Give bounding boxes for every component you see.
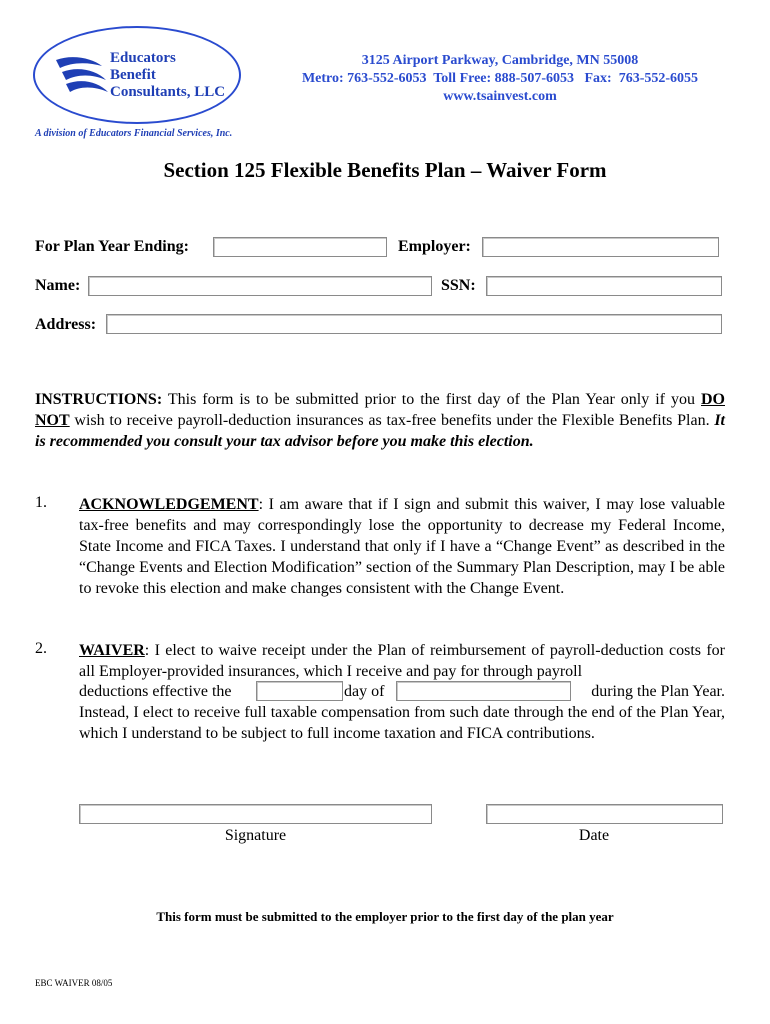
employer-label: Employer: xyxy=(398,238,471,255)
form-id: EBC WAIVER 08/05 xyxy=(35,978,113,988)
contact-phones: Metro: 763-552-6053 Toll Free: 888-507-6053 Fax: 763-552-6055 xyxy=(301,71,699,86)
ssn-input[interactable] xyxy=(486,276,722,296)
name-label: Name: xyxy=(35,277,81,294)
plan-year-input[interactable] xyxy=(213,237,387,257)
logo-swoosh-icon xyxy=(52,52,110,104)
acknowledgement-paragraph xyxy=(79,494,725,599)
plan-year-label: For Plan Year Ending: xyxy=(35,238,189,255)
waiver-paragraph-1 xyxy=(79,640,725,682)
form-title: Section 125 Flexible Benefits Plan – Waiver Form xyxy=(163,158,607,182)
instructions-text-2: wish to receive payroll-deduction insurances as tax-free benefits under the Flexible Benefits Plan. xyxy=(69,412,715,429)
address-input[interactable] xyxy=(106,314,722,334)
contact-address: 3125 Airport Parkway, Cambridge, MN 55008 xyxy=(361,53,639,68)
item-2-number: 2. xyxy=(35,640,47,657)
employer-input[interactable] xyxy=(482,237,719,257)
date-label: Date xyxy=(578,827,610,844)
date-input[interactable] xyxy=(486,804,723,824)
ssn-label: SSN: xyxy=(441,277,476,294)
day-of-text: day of xyxy=(344,683,385,700)
item-1-number: 1. xyxy=(35,494,47,511)
acknowledgement-heading: ACKNOWLEDGEMENT xyxy=(79,496,259,513)
logo-line-3: Consultants, LLC xyxy=(110,84,226,100)
submission-note: This form must be submitted to the employer prior to the first day of the plan year xyxy=(156,909,614,924)
instructions-emphasis: It is recommended you consult your tax advisor before you make this election. xyxy=(35,412,725,450)
name-input[interactable] xyxy=(88,276,432,296)
do-not-text: DO NOT xyxy=(35,391,725,429)
contact-website[interactable]: www.tsainvest.com xyxy=(443,89,557,104)
acknowledgement-text: : I am aware that if I sign and submit this waiver, I may lose valuable tax-free benefits and may correspondingly lose the opportunity to decrease my Federal Income, State Income and FICA Taxes. I understand that only if I have a “Change Event” as described in the “Change Events and Election Modification” section of the Summary Plan Description, may I be able to revoke this election and make changes consistent with the Change Event. xyxy=(79,496,725,597)
logo-line-1: Educators xyxy=(110,50,176,66)
logo-line-2: Benefit xyxy=(110,67,156,83)
deductions-effective-text: deductions effective the xyxy=(79,683,232,700)
address-label: Address: xyxy=(35,316,97,333)
instructions-text-1: This form is to be submitted prior to the first day of the Plan Year only if you xyxy=(162,391,701,408)
effective-month-input[interactable] xyxy=(396,681,571,701)
waiver-text-2: Instead, I elect to receive full taxable compensation from such date through the end of the Plan Year, which I understand to be subject to full income taxation and FICA contributions. xyxy=(79,704,725,742)
logo-text xyxy=(110,50,225,101)
waiver-heading: WAIVER xyxy=(79,642,145,659)
division-text: A division of Educators Financial Services, Inc. xyxy=(35,128,233,139)
signature-input[interactable] xyxy=(79,804,432,824)
instructions-paragraph xyxy=(35,389,725,452)
waiver-text-1: : I elect to waive receipt under the Plan of reimbursement of payroll-deduction costs for all Employer-provided insurances, which I receive and pay for through payroll xyxy=(79,642,725,680)
instructions-heading: INSTRUCTIONS: xyxy=(35,391,163,408)
during-plan-year-text: during the Plan Year. xyxy=(591,683,725,700)
effective-day-input[interactable] xyxy=(256,681,343,701)
signature-label: Signature xyxy=(224,827,287,844)
